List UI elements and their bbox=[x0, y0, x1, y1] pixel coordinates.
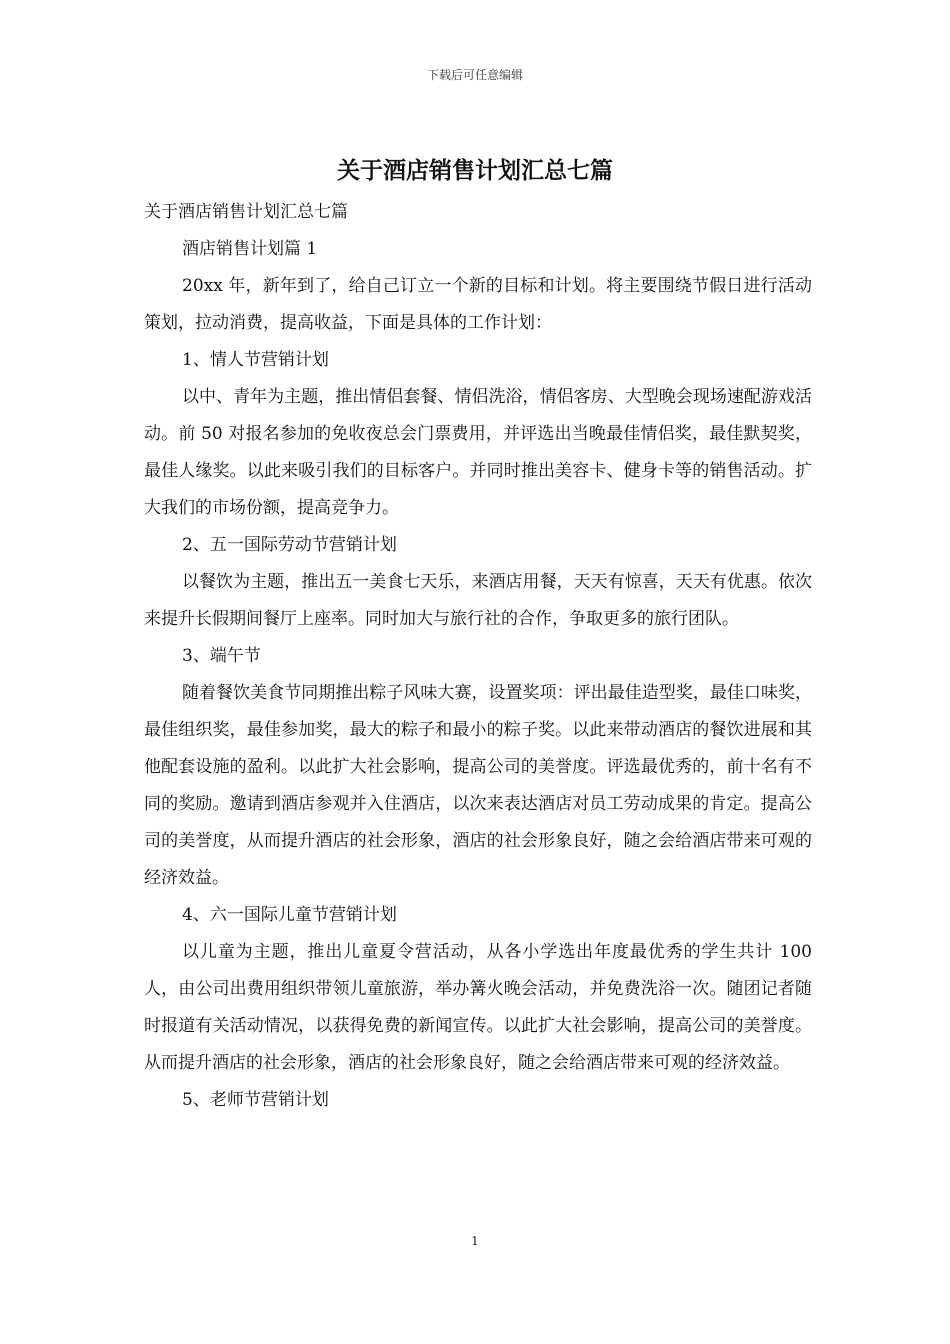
paragraph-dragon-boat: 随着餐饮美食节同期推出粽子风味大赛，设置奖项：评出最佳造型奖，最佳口味奖，最佳组织奖，最佳参加奖，最大的粽子和最小的粽子奖。以此来带动酒店的餐饮进展和其他配套设施的盈利。以此扩大社会影响，提高公司的美誉度。评选最优秀的，前十名有不同的奖励。邀请到酒店参观并入住酒店，以次来表达酒店对员工劳动成果的肯定。提高公司的美誉度，从而提升酒店的社会形象，酒店的社会形象良好，随之会给酒店带来可观的经济效益。 bbox=[144, 683, 812, 888]
document-body bbox=[144, 194, 812, 1119]
paragraph-childrens-day: 以儿童为主题，推出儿童夏令营活动，从各小学选出年度最优秀的学生共计 100 人，由公司出费用组织带领儿童旅游，举办篝火晚会活动，并免费洗浴一次。随团记者随时报道有关活动情况，以获得免费的新闻宣传。以此扩大社会影响，提高公司的美誉度。从而提升酒店的社会形象，酒店的社会形象良好，随之会给酒店带来可观的经济效益。 bbox=[144, 942, 812, 1073]
paragraph-labor-day: 以餐饮为主题，推出五一美食七天乐，来酒店用餐，天天有惊喜，天天有优惠。依次来提升长假期间餐厅上座率。同时加大与旅行社的合作，争取更多的旅行团队。 bbox=[144, 572, 812, 629]
item-heading-dragon-boat: 3、端午节 bbox=[182, 646, 261, 666]
document-subtitle: 关于酒店销售计划汇总七篇 bbox=[144, 202, 348, 222]
item-heading-labor-day: 2、五一国际劳动节营销计划 bbox=[182, 535, 397, 555]
paragraph-intro: 20xx 年，新年到了，给自己订立一个新的目标和计划。将主要围绕节假日进行活动策划，拉动消费，提高收益，下面是具体的工作计划： bbox=[144, 276, 812, 333]
paragraph-valentines: 以中、青年为主题，推出情侣套餐、情侣洗浴，情侣客房、大型晚会现场速配游戏活动。前 50 对报名参加的免收夜总会门票费用，并评选出当晚最佳情侣奖，最佳默契奖，最佳人缘奖。以此来吸引我们的目标客户。并同时推出美容卡、健身卡等的销售活动。扩大我们的市场份额，提高竞争力。 bbox=[144, 387, 812, 518]
item-heading-valentines: 1、情人节营销计划 bbox=[182, 350, 329, 370]
page-number: 1 bbox=[471, 1234, 479, 1248]
item-heading-teachers-day: 5、老师节营销计划 bbox=[182, 1090, 329, 1110]
header-note: 下载后可任意编辑 bbox=[426, 68, 523, 82]
item-heading-childrens-day: 4、六一国际儿童节营销计划 bbox=[182, 905, 397, 925]
section-heading: 酒店销售计划篇 1 bbox=[182, 239, 318, 259]
document-title: 关于酒店销售计划汇总七篇 bbox=[337, 157, 613, 184]
